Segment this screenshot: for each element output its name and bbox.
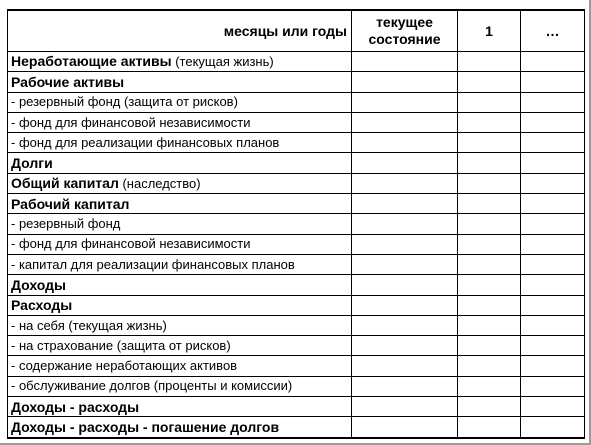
table-row [8,376,585,396]
value-period-1-cell[interactable] [458,336,521,356]
row-label-text: - капитал для реализации финансовых планов [11,256,295,272]
row-label-text: - на себя (текущая жизнь) [11,317,167,333]
value-current-cell[interactable] [352,356,458,376]
row-label-text: Рабочие активы [11,73,125,90]
value-period-more-cell[interactable] [521,133,585,153]
row-label-note: (наследство) [118,175,201,191]
value-period-more-cell[interactable] [521,356,585,376]
financial-plan-table [7,9,585,439]
table-header-row [8,10,585,52]
table-row [8,194,585,214]
value-current-cell[interactable] [352,254,458,274]
table-row [8,72,585,92]
value-current-cell[interactable] [352,194,458,214]
value-period-1-cell[interactable] [458,376,521,396]
value-period-1-cell[interactable] [458,153,521,173]
value-period-more-cell[interactable] [521,92,585,112]
value-period-more-cell[interactable] [521,234,585,254]
header-period-label: месяцы или годы [8,10,352,52]
row-label-text: - содержание неработающих активов [11,358,238,374]
value-period-1-cell[interactable] [458,133,521,153]
row-label-text: - фонд для реализации финансовых планов [11,134,280,150]
value-period-1-cell[interactable] [458,173,521,193]
header-current-state: текущее состояние [352,10,458,52]
value-period-1-cell[interactable] [458,254,521,274]
value-current-cell[interactable] [352,376,458,396]
value-current-cell[interactable] [352,72,458,92]
row-label-text: Доходы [11,276,66,293]
row-label [8,194,352,214]
row-label [8,214,352,234]
value-current-cell[interactable] [352,234,458,254]
row-label [8,52,352,72]
row-label [8,275,352,295]
table-row [8,417,585,438]
value-period-more-cell[interactable] [521,376,585,396]
value-current-cell[interactable] [352,275,458,295]
row-label [8,234,352,254]
row-label-text: - резервный фонд [11,216,121,232]
row-label-text: Расходы [11,297,73,314]
row-label [8,356,352,376]
value-period-1-cell[interactable] [458,72,521,92]
row-label-text: Доходы - расходы - погашение долгов [11,418,280,435]
value-current-cell[interactable] [352,336,458,356]
row-label [8,153,352,173]
table-row [8,52,585,72]
table-row [8,275,585,295]
value-period-1-cell[interactable] [458,52,521,72]
row-label-text: - фонд для финансовой независимости [11,114,251,130]
value-period-more-cell[interactable] [521,194,585,214]
value-current-cell[interactable] [352,153,458,173]
row-label [8,315,352,335]
value-period-1-cell[interactable] [458,92,521,112]
value-period-1-cell[interactable] [458,234,521,254]
value-current-cell[interactable] [352,92,458,112]
row-label-text: Рабочий капитал [11,195,130,212]
value-period-more-cell[interactable] [521,173,585,193]
row-label [8,417,352,438]
value-period-1-cell[interactable] [458,295,521,315]
table-row [8,356,585,376]
value-period-more-cell[interactable] [521,72,585,92]
value-current-cell[interactable] [352,52,458,72]
value-current-cell[interactable] [352,417,458,438]
table-body [8,10,585,438]
row-label-text: - обслуживание долгов (проценты и комиссии) [11,378,293,394]
value-period-more-cell[interactable] [521,153,585,173]
table-row [8,295,585,315]
row-label-text: Общий капитал [11,174,119,191]
value-current-cell[interactable] [352,315,458,335]
table-row [8,254,585,274]
value-period-more-cell[interactable] [521,254,585,274]
value-period-more-cell[interactable] [521,112,585,132]
row-label [8,173,352,193]
value-current-cell[interactable] [352,173,458,193]
row-label-text: Неработающие активы [11,53,172,70]
table-row [8,153,585,173]
table-row [8,173,585,193]
row-label [8,336,352,356]
table-row [8,315,585,335]
value-period-more-cell[interactable] [521,275,585,295]
value-current-cell[interactable] [352,133,458,153]
value-period-more-cell[interactable] [521,315,585,335]
row-label [8,92,352,112]
row-label-text: - фонд для финансовой независимости [11,236,251,252]
header-period-more: … [521,10,585,52]
value-period-1-cell[interactable] [458,112,521,132]
row-label [8,376,352,396]
value-period-more-cell[interactable] [521,214,585,234]
value-current-cell[interactable] [352,214,458,234]
value-current-cell[interactable] [352,112,458,132]
value-current-cell[interactable] [352,397,458,417]
table-row [8,336,585,356]
row-label-text: Долги [11,155,53,172]
row-label [8,112,352,132]
value-period-1-cell[interactable] [458,417,521,438]
value-period-1-cell[interactable] [458,194,521,214]
value-period-more-cell[interactable] [521,336,585,356]
value-period-1-cell[interactable] [458,275,521,295]
value-period-1-cell[interactable] [458,315,521,335]
row-label [8,397,352,417]
row-label [8,133,352,153]
table-row [8,92,585,112]
header-period-1: 1 [458,10,521,52]
row-label [8,72,352,92]
value-period-1-cell[interactable] [458,214,521,234]
value-period-1-cell[interactable] [458,397,521,417]
value-period-more-cell[interactable] [521,417,585,438]
table-row [8,112,585,132]
value-period-1-cell[interactable] [458,356,521,376]
value-current-cell[interactable] [352,295,458,315]
table-row [8,214,585,234]
row-label [8,254,352,274]
table-row [8,397,585,417]
row-label-text: - на страхование (защита от рисков) [11,337,231,353]
value-period-more-cell[interactable] [521,295,585,315]
row-label-text: - резервный фонд (защита от рисков) [11,94,238,110]
table-row [8,234,585,254]
row-label-text: Доходы - расходы [11,398,140,415]
value-period-more-cell[interactable] [521,52,585,72]
row-label-note: (текущая жизнь) [171,54,274,70]
table-row [8,133,585,153]
row-label [8,295,352,315]
value-period-more-cell[interactable] [521,397,585,417]
